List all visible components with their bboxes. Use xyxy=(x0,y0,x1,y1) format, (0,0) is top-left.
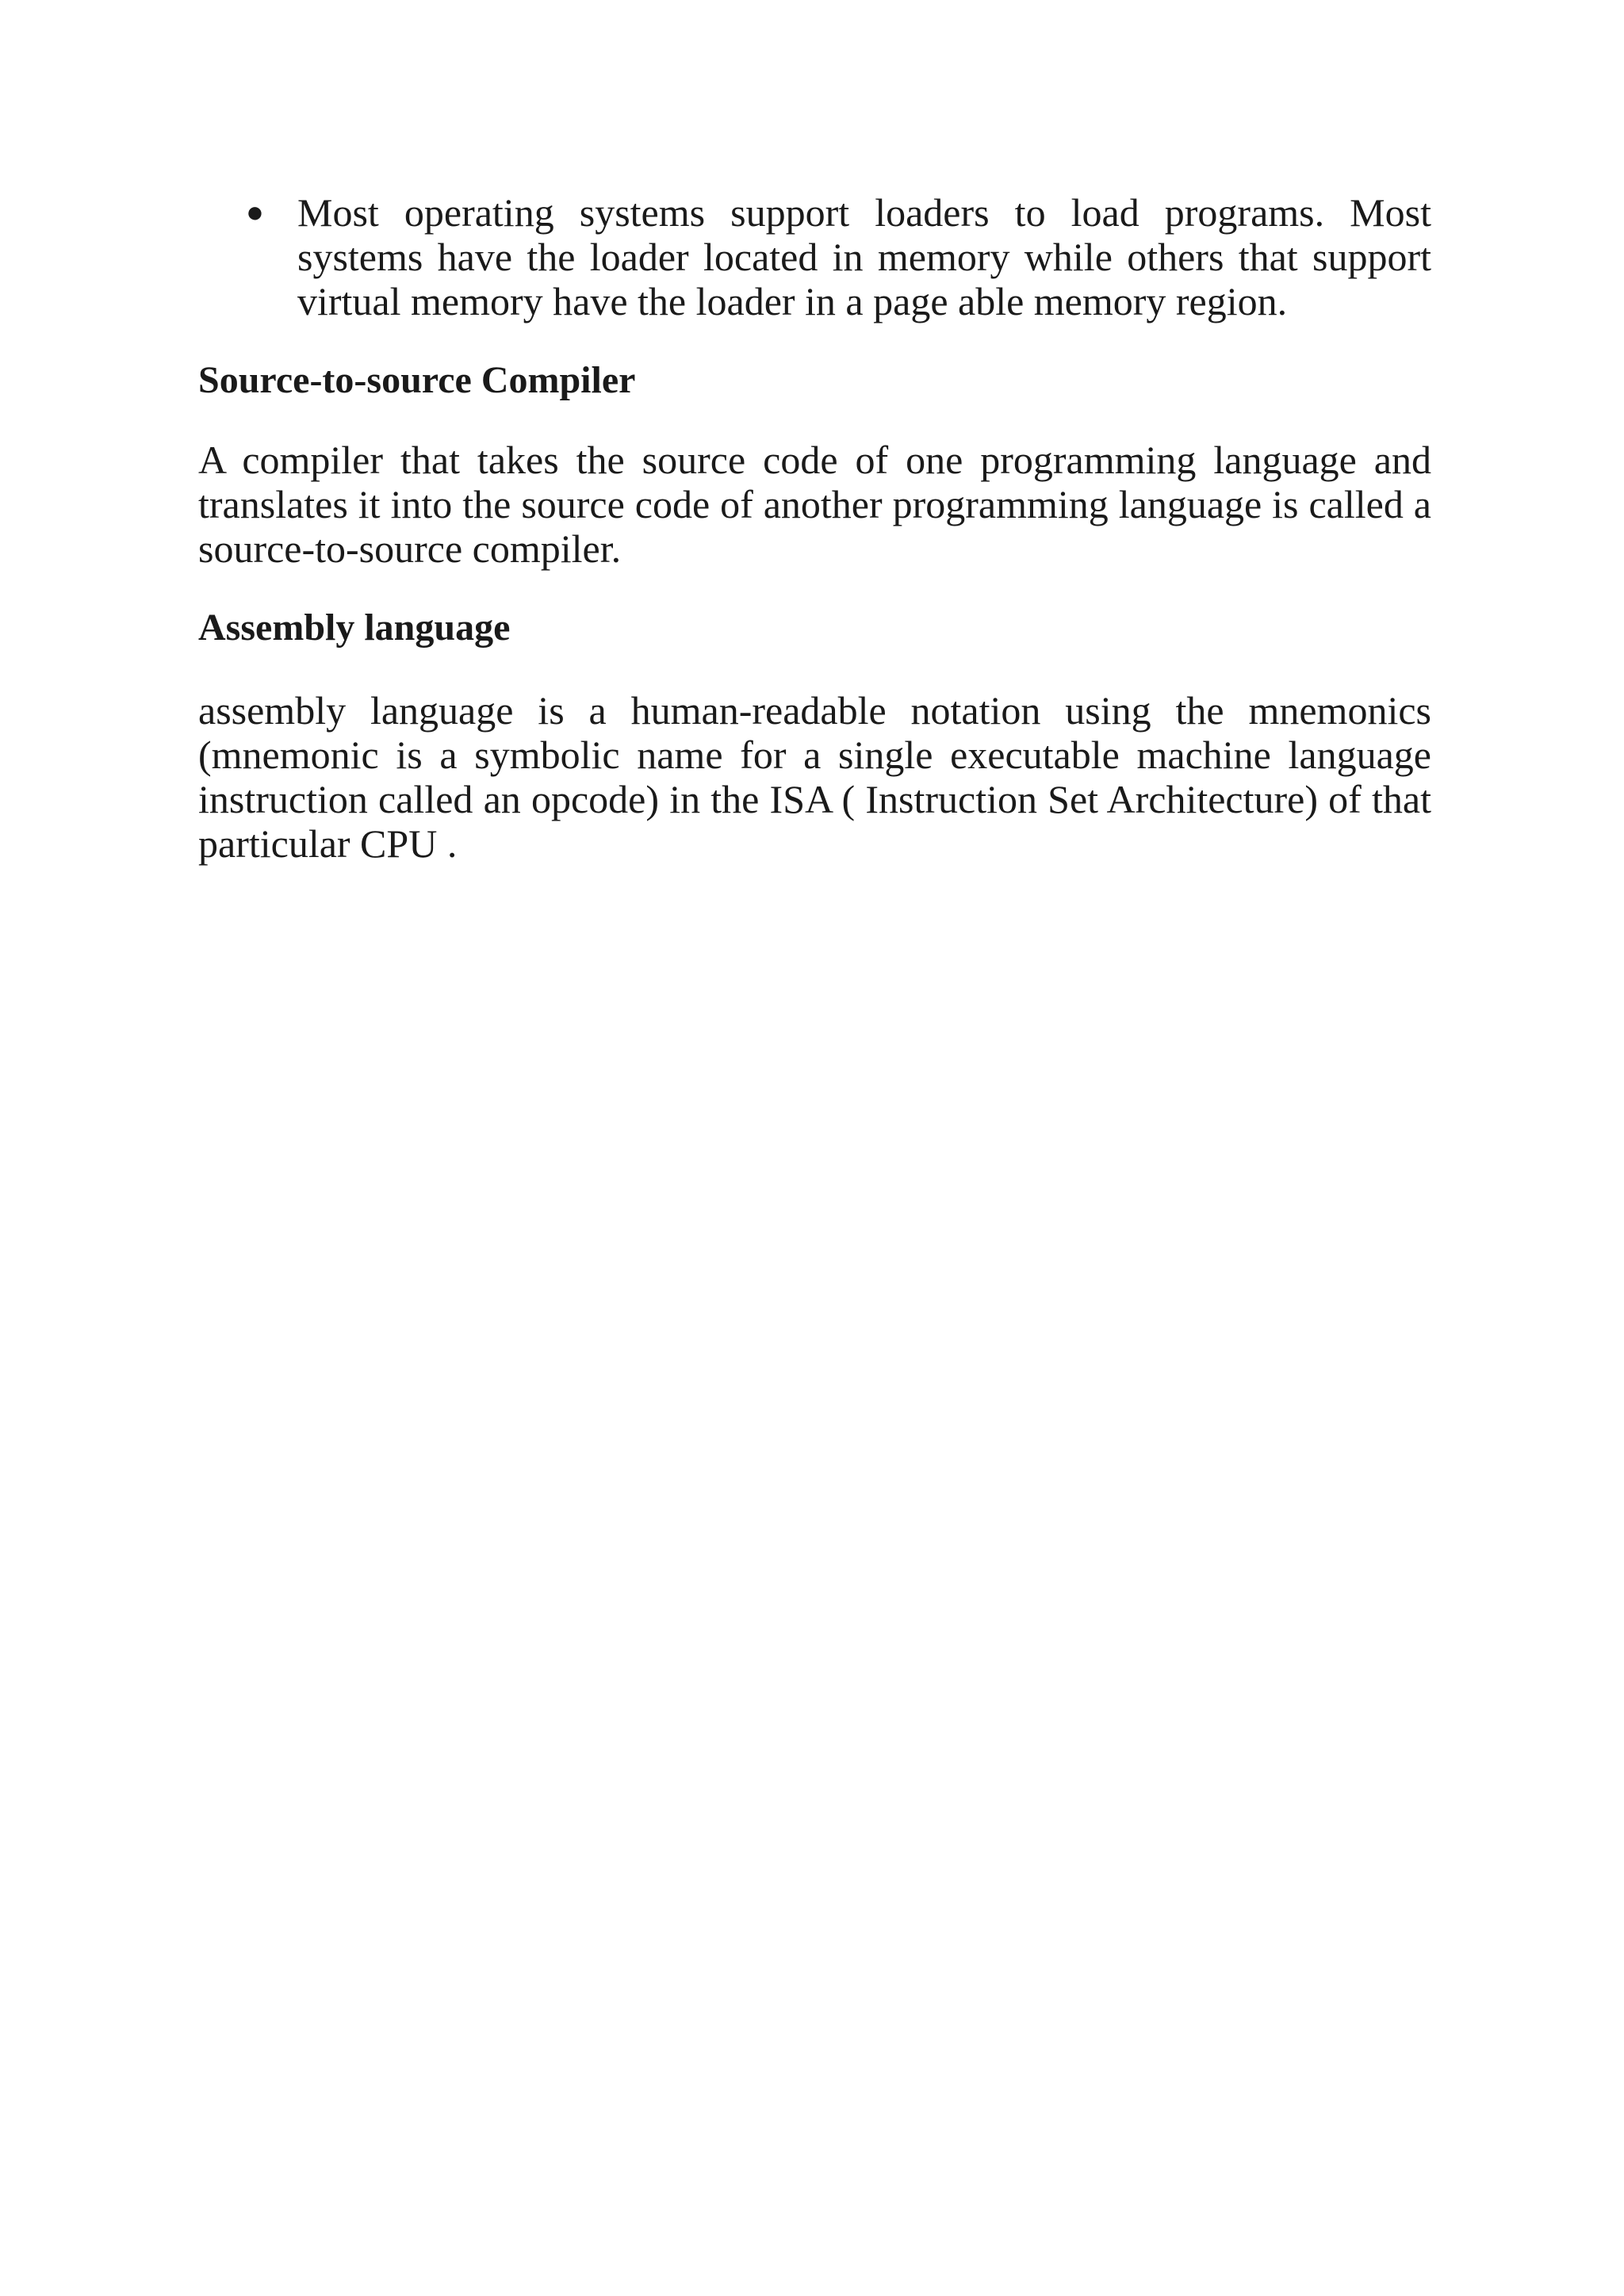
list-item xyxy=(198,190,1431,323)
section-heading-assembly-language: Assembly language xyxy=(198,607,511,649)
bullet-list xyxy=(198,190,1431,323)
section-body-source-to-source-compiler: A compiler that takes the source code of one programming language and translates it into the source code of another programming language is called a source-to-source compiler. xyxy=(198,438,1431,571)
section-body-assembly-language: assembly language is a human-readable notation using the mnemonics (mnemonic is a symbolic name for a single executable machine language instruction called an opcode) in the ISA ( Instruction Set Architecture) of that particular CPU . xyxy=(198,688,1431,866)
section-heading-source-to-source-compiler: Source-to-source Compiler xyxy=(198,359,636,401)
bullet-icon: ● xyxy=(246,196,264,229)
document-page xyxy=(198,190,1431,866)
bullet-text: Most operating systems support loaders to load programs. Most systems have the loader located in memory while others that support virtual memory have the loader in a page able memory region. xyxy=(297,190,1431,323)
